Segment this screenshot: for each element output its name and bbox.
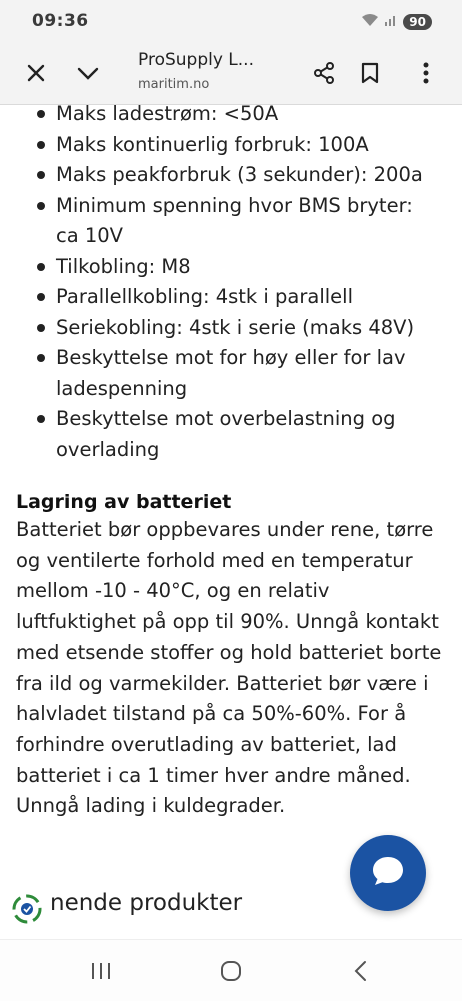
close-icon[interactable] <box>20 57 52 89</box>
system-navigation-bar <box>0 939 462 1001</box>
list-item: Beskyttelse mot overbelastning og overlading <box>0 404 462 465</box>
page-content <box>0 104 462 939</box>
page-url: maritim.no <box>138 77 210 92</box>
recycle-logo-icon <box>10 892 44 926</box>
list-item: Maks peakforbruk (3 sekunder): 200a <box>0 160 462 191</box>
status-time: 09:36 <box>32 11 89 31</box>
storage-heading: Lagring av batteriet <box>16 491 232 513</box>
list-item: Beskyttelse mot for høy eller for lav ladespenning <box>0 343 462 404</box>
page-title: ProSupply L... <box>138 50 254 70</box>
list-item: Seriekobling: 4stk i serie (maks 48V) <box>0 313 462 344</box>
storage-paragraph: Batteriet bør oppbevares under rene, tørre og ventilerte forhold med en temperatur mellom -10 - 40°C, og en relativ luftfuktighet på opp til 90%. Unngå kontakt med etsende stoffer og hold batteriet borte fra ild og varmekilder. Batteriet bør være i halvladet tilstand på ca 50%-60%. For å forhindre overutlading av batteriet, lad batteriet i ca 1 timer hver andre måned. Unngå lading i kuldegrader. <box>16 518 442 818</box>
battery-indicator: 90 <box>403 14 432 30</box>
list-item: Minimum spenning hvor BMS bryter: ca 10V <box>0 191 462 252</box>
spec-list <box>0 104 462 465</box>
signal-icon <box>384 12 398 31</box>
list-item: Parallellkobling: 4stk i parallell <box>0 282 462 313</box>
status-bar <box>0 0 462 42</box>
more-options-icon[interactable] <box>410 57 442 89</box>
share-icon[interactable] <box>308 57 340 89</box>
wifi-icon <box>361 12 379 31</box>
home-icon[interactable] <box>216 958 246 984</box>
system-icons <box>361 12 432 31</box>
recommended-products-label: nende produkter <box>50 890 243 916</box>
list-item: Maks ladestrøm: <50A <box>0 104 462 130</box>
back-icon[interactable] <box>346 958 376 984</box>
chevron-down-icon[interactable] <box>72 57 104 89</box>
list-item: Tilkobling: M8 <box>0 252 462 283</box>
list-item: Maks kontinuerlig forbruk: 100A <box>0 130 462 161</box>
chat-button[interactable] <box>350 835 426 911</box>
bookmark-icon[interactable] <box>354 57 386 89</box>
chat-bubble-icon <box>368 851 408 895</box>
recent-apps-icon[interactable] <box>86 958 116 984</box>
custom-tab-toolbar <box>0 42 462 105</box>
